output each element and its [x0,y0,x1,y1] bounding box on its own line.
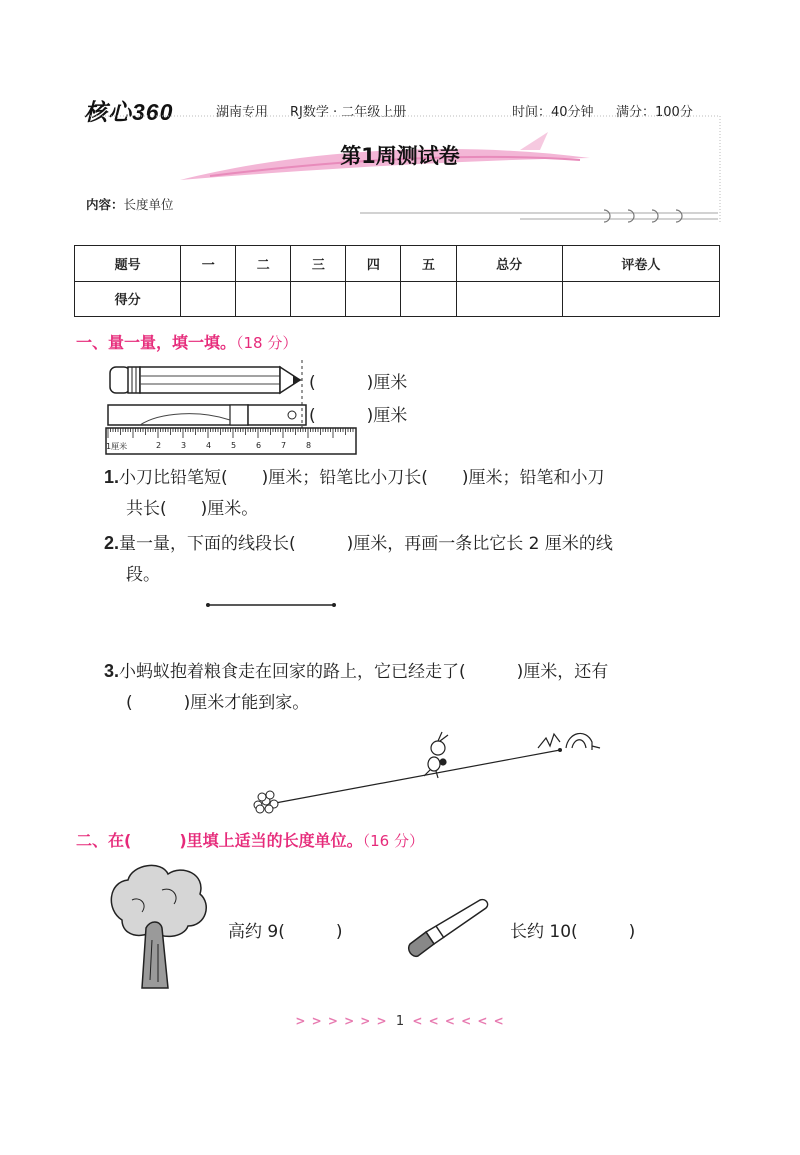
question-text: 段。 [126,565,160,585]
time-label: 时间：40分钟 [512,105,594,120]
question-text: 量一量，下面的线段长( )厘米，再画一条比它长 2 厘米的线 [119,534,613,554]
section-2-heading [76,828,424,851]
question-text: ( )厘米才能到家。 [126,693,310,713]
content-value: 长度单位 [123,197,174,212]
home-hole-icon [538,733,600,750]
section-2-title: 二、在( )里填上适当的长度单位。 [76,831,363,850]
table-row [75,246,720,282]
ruler-number: 2 [156,441,162,450]
page-title: 第1周测试卷 [340,144,460,168]
section-1-heading [76,330,297,353]
pencil-answer[interactable]: ( )厘米 [309,373,408,393]
tree-illustration [102,860,212,995]
knife-answer[interactable]: ( )厘米 [309,406,408,426]
ruler-number: 5 [231,441,237,450]
ruler-number: 3 [181,441,187,450]
ruler-first-label: 1厘米 [106,442,128,451]
section-1-points: （18 分） [236,334,298,352]
table-cell: 评卷人 [562,246,719,282]
score-input-cell[interactable] [181,281,236,317]
region-label: 湖南专用 [216,105,269,120]
food-icon [254,791,278,813]
score-input-cell[interactable] [456,281,562,317]
ruler-number: 4 [206,441,212,450]
ant-path-illustration [248,720,608,820]
score-table [74,245,720,317]
page-number: 1 [395,1014,405,1029]
question-number: 1. [104,467,120,487]
content-label: 内容： [86,197,124,212]
table-cell: 题号 [75,246,181,282]
table-cell: 一 [181,246,236,282]
table-cell: 五 [401,246,456,282]
footer-right-arrows: < < < < < < [412,1014,505,1028]
content-line [86,195,174,213]
question-3 [104,656,724,719]
tree-height-answer[interactable]: 高约 9( ) [228,922,343,942]
score-input-cell[interactable] [401,281,456,317]
table-cell: 三 [291,246,346,282]
score-input-cell[interactable] [562,281,719,317]
pencil-icon [110,367,302,393]
score-input-cell[interactable] [291,281,346,317]
table-row [75,281,720,317]
section-1-title: 一、量一量，填一填。 [76,333,237,352]
table-cell: 总分 [456,246,562,282]
knife-icon [108,405,306,425]
pen-length-answer[interactable]: 长约 10( ) [510,922,636,942]
ruler-number: 6 [256,441,262,450]
table-cell: 二 [236,246,291,282]
table-cell: 得分 [75,281,181,317]
question-number: 3. [104,661,120,681]
question-text: 小刀比铅笔短( )厘米；铅笔比小刀长( )厘米；铅笔和小刀 [119,468,605,488]
measure-segment [200,598,340,612]
question-2 [104,528,724,591]
full-score-label: 满分：100分 [616,105,693,120]
question-number: 2. [104,533,120,553]
table-cell: 四 [346,246,401,282]
ruler-number: 8 [306,441,312,450]
pen-illustration [400,892,496,964]
ruler-number: 7 [281,441,287,450]
question-text: 共长( )厘米。 [126,499,259,519]
brand-logo: 核心360 [84,99,174,125]
footer-left-arrows: > > > > > > [295,1014,388,1028]
page-footer [0,1014,800,1029]
question-text: 小蚂蚁抱着粮食走在回家的路上，它已经走了( )厘米，还有 [119,662,609,682]
score-input-cell[interactable] [346,281,401,317]
section-2-points: （16 分） [362,832,424,850]
question-1 [104,462,724,525]
subject-label: RJ数学 · 二年级上册 [290,105,407,120]
score-input-cell[interactable] [236,281,291,317]
